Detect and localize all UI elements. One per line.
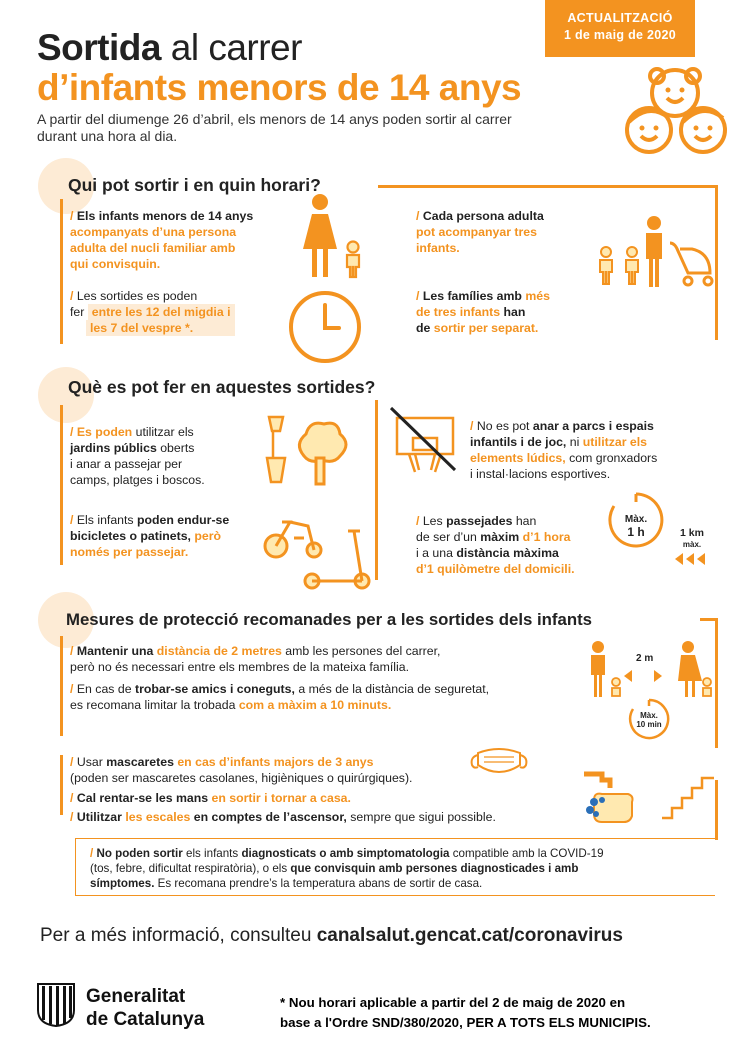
clock-10min-label <box>626 711 672 729</box>
logo-line1: Generalitat <box>86 986 186 1007</box>
section3-p3: / Usar mascaretes en cas d’infants majors de 3 anys (poden ser mascaretes casolanes, higièniques o quirúrgiques). <box>70 755 413 785</box>
clock-label2: 1 h <box>627 525 645 539</box>
section3-p5: / Utilitzar les escales en comptes de l’ascensor, sempre que sigui possible. <box>70 810 496 824</box>
stairs-icon <box>660 770 718 820</box>
badge-date: 1 de maig de 2020 <box>563 28 677 42</box>
clock2-label1: Màx. <box>640 711 658 720</box>
section1-p2-line3: les 7 del vespre *. <box>86 320 235 336</box>
section2-p4: / Les passejades han de ser d’un màxim d’1 hora i a una distància màxima d’1 quilòmetre del domicili. <box>416 514 575 576</box>
intro-text <box>37 111 577 145</box>
children-faces-icon <box>613 60 738 160</box>
clock-icon <box>285 287 365 367</box>
generalitat-name <box>86 985 204 1031</box>
note-line1: * Nou horari aplicable a partir del 2 de maig de 2020 en <box>280 995 626 1010</box>
km-arrows-icon <box>675 552 709 566</box>
note-line2: base a l'Ordre SND/380/2020, PER A TOTS ELS MUNICIPIS. <box>280 1015 651 1030</box>
section2-middle-border <box>375 400 378 580</box>
adult-children-stroller-icon <box>592 215 720 290</box>
section1-title: Qui pot sortir i en quin horari? <box>68 175 321 195</box>
km-label <box>674 528 710 550</box>
section3-p4: / Cal rentar-se les mans en sortir i tornar a casa. <box>70 791 351 805</box>
section3-left-border <box>60 636 63 736</box>
section1-left-border <box>60 199 63 344</box>
section3-left-border2 <box>60 755 63 815</box>
section1-p3: / Cada persona adulta pot acompanyar tres infants. <box>416 209 544 255</box>
woman-child-icon <box>295 192 370 282</box>
handwash-icon <box>578 770 638 826</box>
scooter-icon <box>300 525 375 593</box>
page-title-line1 <box>37 28 302 68</box>
mask-icon <box>468 743 530 779</box>
no-basketball-icon <box>385 404 461 474</box>
distance-label: 2 m <box>636 653 654 664</box>
generalitat-logo <box>36 982 76 1028</box>
distance-people-icon <box>580 640 715 700</box>
badge-label: ACTUALITZACIÓ <box>567 11 673 25</box>
warning-text: / No poden sortir els infants diagnosticats o amb simptomatologia compatible amb la COVID-19 (tos, febre, dificultat respiratòria), o els que convisquin amb persones diagnosticades i amb símptomes. Es recomana prendre’s la temperatura abans de sortir de casa. <box>90 847 604 890</box>
section2-p3: / No es pot anar a parcs i espais infantils i de joc, ni utilitzar els elements lúdics, com gronxadors i instal·lacions esportives. <box>470 419 658 481</box>
logo-line2: de Catalunya <box>86 1009 205 1030</box>
section3-p1: / Mantenir una distància de 2 metres amb les persones del carrer, però no és necessari entre els membres de la mateixa família. <box>70 644 441 674</box>
section2-p1: / Es poden utilitzar els jardins públics oberts i anar a passejar per camps, platges i boscos. <box>70 425 205 487</box>
more-info-text: Per a més informació, consulteu <box>40 925 317 946</box>
section1-p4: / Les famílies amb més de tres infants han de sortir per separat. <box>416 289 550 335</box>
section1-p2: / Les sortides es poden fer entre les 12 del migdia i <box>70 288 270 320</box>
intro-line1: A partir del diumenge 26 d’abril, els menors de 14 anys poden sortir al carrer <box>37 111 512 127</box>
more-info-link[interactable]: canalsalut.gencat.cat/coronavirus <box>316 925 623 946</box>
section1-p1: / Els infants menors de 14 anys acompanyats d’una persona adulta del nucli familiar amb qui convisquin. <box>70 209 254 271</box>
clock2-label2: 10 min <box>636 720 662 729</box>
km-label1: 1 km <box>680 527 704 539</box>
clock-max-1h-label <box>604 514 668 538</box>
section1-top-border <box>378 185 718 188</box>
section3-right-border2 <box>715 780 718 840</box>
section2-title: Què es pot fer en aquestes sortides? <box>68 377 376 397</box>
tree-icon <box>290 418 352 488</box>
section3-title: Mesures de protecció recomanades per a les sortides dels infants <box>66 610 593 629</box>
section3-p2: / En cas de trobar-se amics i coneguts, a més de la distància de seguretat, es recomana limitar la trobada com a màxim a 10 minuts. <box>70 682 490 712</box>
section2-p2: / Els infants poden endur-se bicicletes o patinets, però només per passejar. <box>70 513 230 559</box>
intro-line2: durant una hora al dia. <box>37 128 178 144</box>
section2-left-border <box>60 405 63 565</box>
more-info-line <box>40 925 623 947</box>
title-bold: Sortida <box>37 27 161 68</box>
schedule-note <box>280 993 651 1033</box>
update-badge <box>545 0 695 57</box>
clock-label1: Màx. <box>624 514 648 525</box>
km-label2: màx. <box>682 540 702 549</box>
page-title-line2: d’infants menors de 14 anys <box>37 67 522 108</box>
title-rest: al carrer <box>160 27 302 68</box>
section3-right-border <box>715 618 718 748</box>
